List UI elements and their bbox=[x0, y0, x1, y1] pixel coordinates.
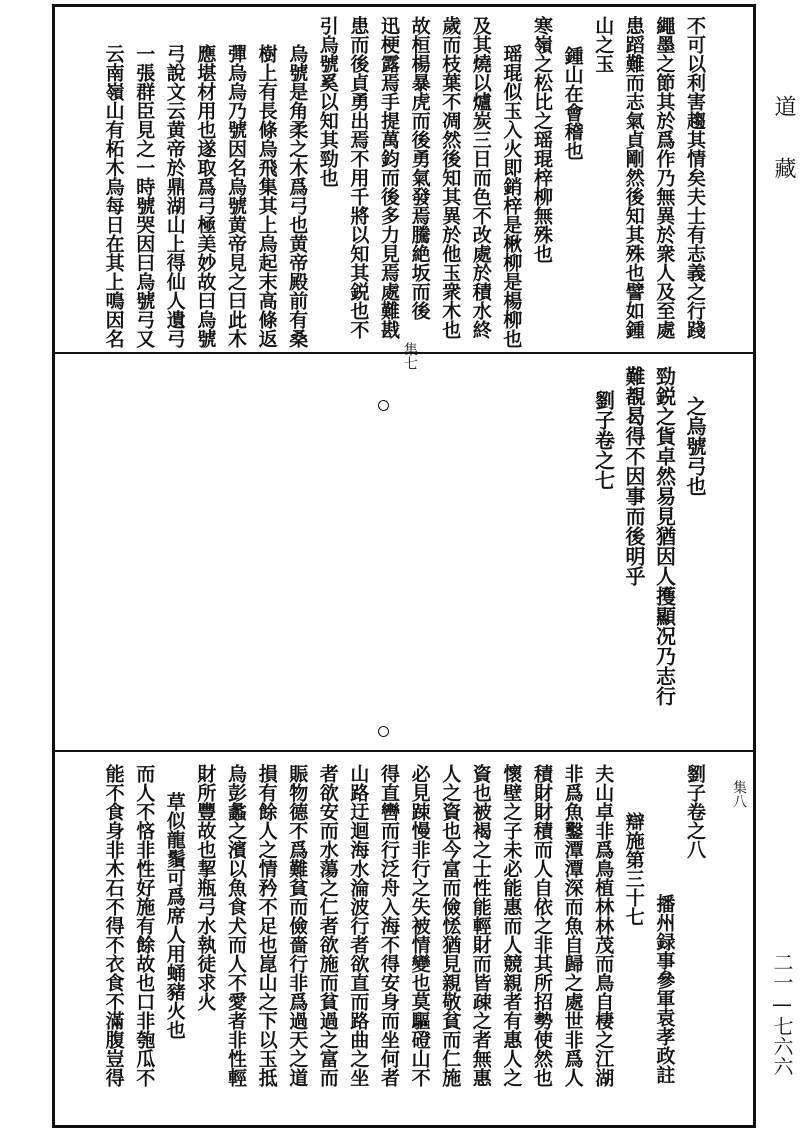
panel3-column: 者欲安而水蕩之仁者欲施而貧過之富而 bbox=[316, 764, 339, 1087]
panel3-column: 播州録事參軍袁孝政註 bbox=[653, 894, 676, 1084]
panel1-column: 不可以利害趨其情矣夫士有志義之行踐 bbox=[684, 16, 706, 339]
panel3-column: 辯施第三十七 bbox=[622, 812, 645, 926]
panel3-column: 懷壁之子未必能惠而人競親者有惠人之 bbox=[500, 764, 523, 1087]
panel2-column: 難覩曷得不因事而後明乎 bbox=[622, 366, 646, 586]
panel1-column: 彈烏烏乃號因名烏號黄帝見之曰此木 bbox=[225, 44, 247, 348]
panel3-column: 人之資也今富而儉恡猶見親敬貧而仁施 bbox=[439, 764, 462, 1087]
panel3-column: 烏彭蠡之濱以魚食犬而人不愛者非性輕 bbox=[225, 764, 247, 1087]
panel3-column: 能不食身非木石不得不衣食不滿腹豈得 bbox=[102, 764, 125, 1087]
panel1-column: 患而後貞勇出焉不用千將以知其鋭也不 bbox=[347, 16, 370, 339]
panel1-column: 山之玉 bbox=[592, 16, 615, 73]
panel2-column: 之烏號弓也 bbox=[683, 396, 707, 496]
panel1-column: 寒嶺之松比之瑶琨梓柳無殊也 bbox=[531, 16, 553, 263]
panel3-column: 非爲魚鑿潭潭深而魚自歸之處世非爲人 bbox=[561, 764, 584, 1087]
panel3-column: 賑物德不爲難貧而儉嗇行非爲過天之道 bbox=[286, 764, 309, 1087]
panel3-column: 資也被褐之士性能輕財而皆疎之者無惠 bbox=[469, 764, 492, 1087]
panel1-column: 瑶琨似玉入火即銷梓是楸柳是楊柳也 bbox=[500, 44, 523, 348]
panel3-column: 而人不悋非性好施有餘故也口非匏瓜不 bbox=[133, 764, 156, 1087]
panel3-column: 財所豐故也挈瓶弓水執徒求火 bbox=[194, 764, 217, 1011]
panel1-column: 及其燒以爐炭三日而色不改處於積水終 bbox=[469, 16, 492, 339]
panel3-column: 劉子卷之八 bbox=[684, 764, 706, 859]
panel3-column: 得直轡而行泛舟入海不得安身而坐何者 bbox=[378, 764, 400, 1087]
panel1-column: 患蹈難而志氣貞剛然後知其殊也譬如鍾 bbox=[622, 16, 645, 339]
panel1-column: 引烏號奚以知其勁也 bbox=[316, 16, 339, 187]
folio-mark: 集七 bbox=[402, 342, 418, 370]
collection-title: 道藏 bbox=[771, 95, 796, 219]
panel-divider-bottom bbox=[52, 750, 756, 752]
panel1-column: 鍾山在會稽也 bbox=[561, 46, 584, 160]
panel1-column: 烏號是角柔之木爲弓也黄帝殿前有桑 bbox=[286, 44, 309, 348]
panel1-column: 云南嶺山有柘木烏每日在其上鳴因名 bbox=[102, 44, 125, 348]
panel3-column: 草似龍鬚可爲席人用蛹豬火也 bbox=[163, 792, 186, 1039]
panel1-column: 樹上有長條烏飛集其上烏起末高條返 bbox=[255, 44, 278, 348]
panel2-column: 勁鋭之貨卓然易見猶因人擭顯况乃志行 bbox=[652, 366, 677, 706]
page-number: 二一—七六六 bbox=[770, 952, 794, 1076]
panel1-column: 故桓楊暴虎而後勇氣發焉騰絶坂而後 bbox=[408, 16, 431, 320]
panel3-column: 積財財積而人自依之非其所招勢使然也 bbox=[531, 764, 553, 1087]
panel1-column: 繩墨之節其於爲作乃無異於衆人及至處 bbox=[653, 16, 676, 339]
circle-mark bbox=[378, 726, 389, 737]
panel2-column: 劉子卷之七 bbox=[591, 390, 616, 490]
panel3-column: 必見踈慢非行之失被情變也莫驅磴山不 bbox=[408, 764, 431, 1087]
panel3-column: 夫山卓非爲鳥植林林茂而鳥自棲之江湖 bbox=[592, 764, 615, 1087]
panel1-column: 迅梗露焉手提萬鈞而後多力見焉處難戡 bbox=[378, 16, 400, 339]
panel1-column: 歲而枝葉不凋然後知其異於他玉衆木也 bbox=[439, 16, 462, 339]
panel3-column: 山路迂迴海水淪波行者欲直而路曲之坐 bbox=[347, 764, 370, 1087]
folio-mark: 集八 bbox=[731, 780, 747, 808]
circle-mark bbox=[378, 400, 389, 411]
panel1-column: 應堪材用也遂取爲弓極美妙故曰烏號 bbox=[194, 44, 217, 348]
panel1-column: 弓說文云黄帝於鼎湖山上得仙人遺弓 bbox=[163, 44, 186, 348]
panel1-column: 一張群臣見之一時號哭因曰烏號弓又 bbox=[133, 44, 156, 348]
panel3-column: 損有餘人之情矜不足也崑山之下以玉抵 bbox=[255, 764, 278, 1087]
